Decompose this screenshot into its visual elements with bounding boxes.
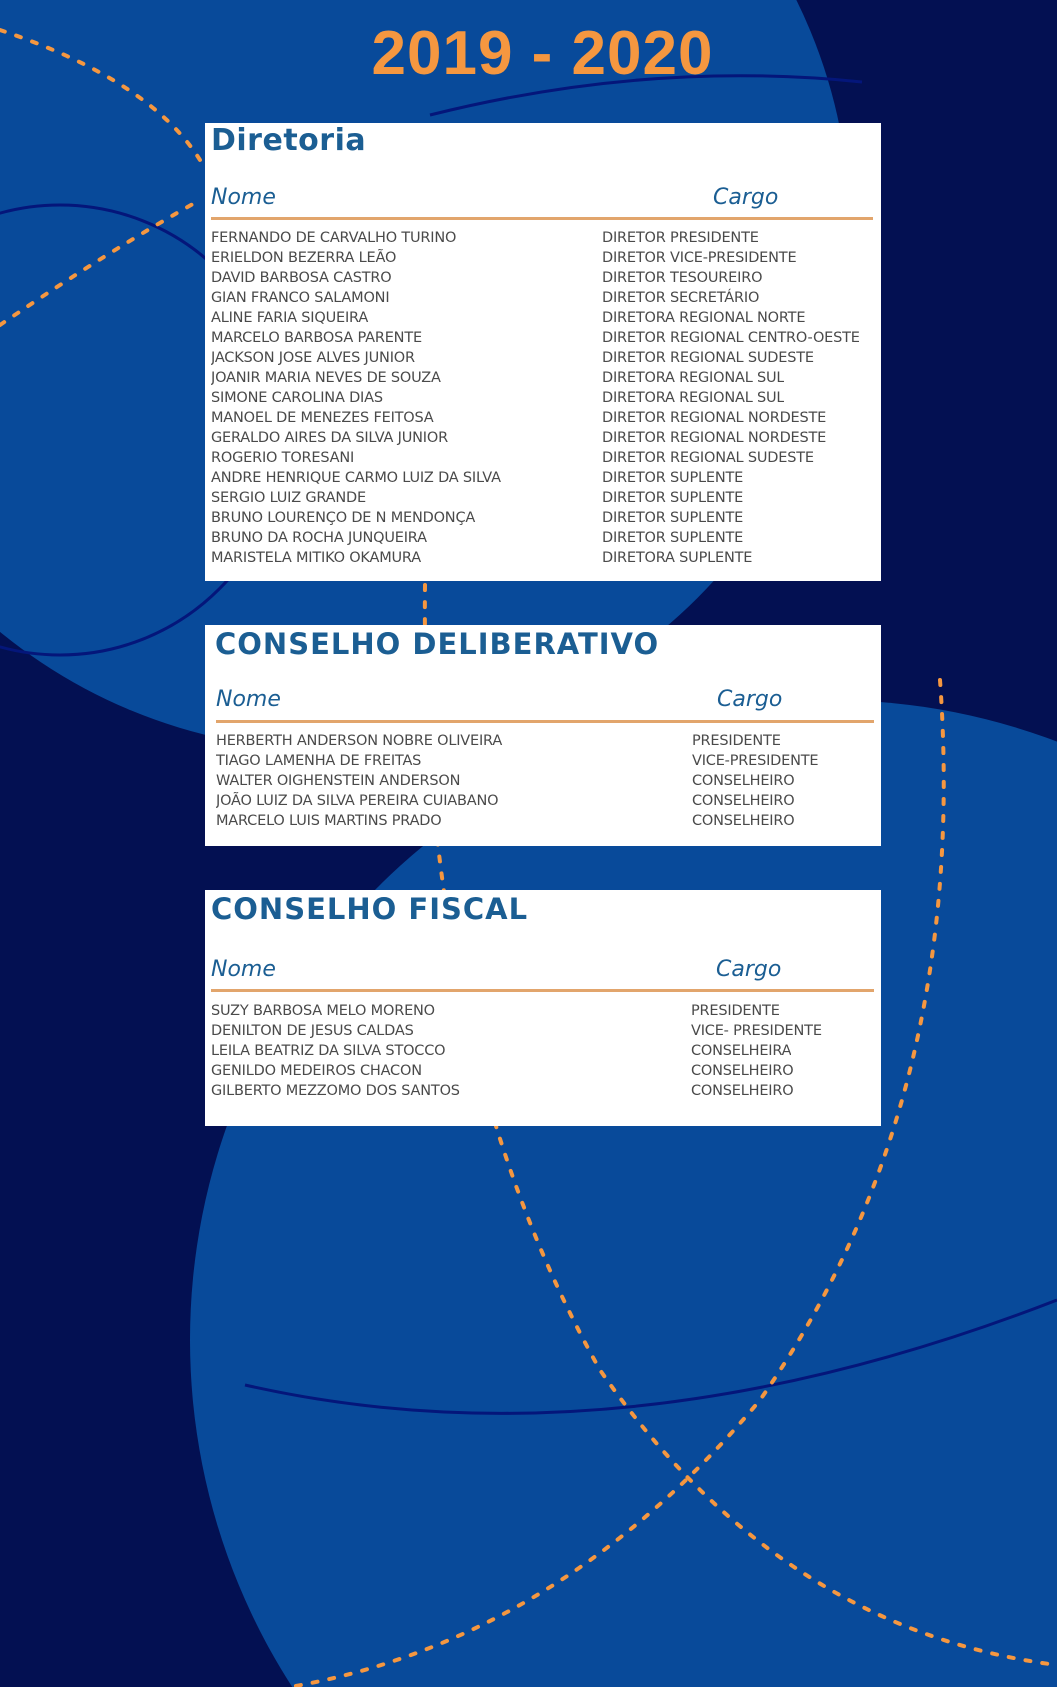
member-name: SIMONE CAROLINA DIAS (211, 390, 383, 406)
member-role: DIRETOR REGIONAL CENTRO-OESTE (602, 330, 860, 346)
member-name: GENILDO MEDEIROS CHACON (211, 1063, 422, 1079)
column-header-cargo: Cargo (717, 687, 783, 712)
member-role: DIRETOR SUPLENTE (602, 510, 744, 526)
header-divider (211, 217, 873, 220)
table-row (211, 228, 881, 248)
member-name: MARISTELA MITIKO OKAMURA (211, 550, 421, 566)
member-role: DIRETOR SUPLENTE (602, 490, 744, 506)
member-role: DIRETOR SUPLENTE (602, 470, 744, 486)
table-row (211, 348, 881, 368)
column-header-nome: Nome (216, 687, 281, 712)
table-row (211, 1041, 881, 1061)
member-name: GERALDO AIRES DA SILVA JUNIOR (211, 430, 448, 446)
member-role: DIRETORA SUPLENTE (602, 550, 753, 566)
table-row (211, 1021, 881, 1041)
table-row (211, 268, 881, 288)
member-role: DIRETOR TESOUREIRO (602, 270, 763, 286)
table-row (216, 771, 881, 791)
conselho-deliberativo-rows (216, 731, 881, 831)
diretoria-rows (211, 228, 881, 568)
member-role: DIRETORA REGIONAL SUL (602, 390, 785, 406)
member-name: TIAGO LAMENHA DE FREITAS (216, 753, 422, 769)
table-row (211, 288, 881, 308)
member-name: ALINE FARIA SIQUEIRA (211, 310, 369, 326)
member-role: VICE-PRESIDENTE (692, 753, 819, 769)
member-name: JACKSON JOSE ALVES JUNIOR (211, 350, 415, 366)
table-row (211, 1081, 881, 1101)
conselho-fiscal-card (205, 890, 881, 1126)
table-row (211, 468, 881, 488)
table-row (211, 508, 881, 528)
year-title: 2019 - 2020 (371, 19, 714, 88)
diretoria-title: Diretoria (211, 123, 367, 158)
table-row (211, 308, 881, 328)
table-row (216, 751, 881, 771)
member-role: DIRETOR REGIONAL NORDESTE (602, 410, 827, 426)
table-row (216, 791, 881, 811)
member-name: WALTER OIGHENSTEIN ANDERSON (216, 773, 461, 789)
member-role: DIRETOR REGIONAL NORDESTE (602, 430, 827, 446)
table-row (211, 528, 881, 548)
table-row (211, 488, 881, 508)
table-row (211, 408, 881, 428)
member-name: HERBERTH ANDERSON NOBRE OLIVEIRA (216, 733, 503, 749)
member-role: PRESIDENTE (692, 733, 781, 749)
member-role: DIRETOR REGIONAL SUDESTE (602, 350, 814, 366)
member-role: DIRETOR VICE-PRESIDENTE (602, 250, 797, 266)
table-row (211, 428, 881, 448)
member-name: JOÃO LUIZ DA SILVA PEREIRA CUIABANO (216, 793, 499, 809)
member-role: CONSELHEIRO (692, 773, 795, 789)
member-name: GILBERTO MEZZOMO DOS SANTOS (211, 1083, 460, 1099)
member-role: PRESIDENTE (691, 1003, 780, 1019)
member-name: DAVID BARBOSA CASTRO (211, 270, 392, 286)
member-role: VICE- PRESIDENTE (691, 1023, 822, 1039)
member-name: MARCELO LUIS MARTINS PRADO (216, 813, 442, 829)
conselho-deliberativo-card (205, 625, 881, 846)
member-name: FERNANDO DE CARVALHO TURINO (211, 230, 457, 246)
table-row (216, 731, 881, 751)
conselho-fiscal-title: CONSELHO FISCAL (211, 892, 529, 926)
table-row (211, 548, 881, 568)
column-header-cargo: Cargo (716, 957, 782, 982)
member-name: ERIELDON BEZERRA LEÃO (211, 250, 397, 266)
member-name: DENILTON DE JESUS CALDAS (211, 1023, 414, 1039)
member-role: CONSELHEIRO (692, 813, 795, 829)
member-name: GIAN FRANCO SALAMONI (211, 290, 390, 306)
member-name: LEILA BEATRIZ DA SILVA STOCCO (211, 1043, 446, 1059)
diretoria-card (205, 123, 881, 581)
member-role: DIRETORA REGIONAL NORTE (602, 310, 806, 326)
conselho-fiscal-rows (211, 1001, 881, 1101)
member-role: DIRETOR PRESIDENTE (602, 230, 759, 246)
table-row (216, 811, 881, 831)
column-header-cargo: Cargo (713, 185, 779, 210)
table-row (211, 1001, 881, 1021)
member-name: MARCELO BARBOSA PARENTE (211, 330, 422, 346)
member-role: DIRETOR REGIONAL SUDESTE (602, 450, 814, 466)
member-name: ANDRE HENRIQUE CARMO LUIZ DA SILVA (211, 470, 501, 486)
table-row (211, 1061, 881, 1081)
member-role: CONSELHEIRA (691, 1043, 792, 1059)
member-name: ROGERIO TORESANI (211, 450, 355, 466)
conselho-deliberativo-title: CONSELHO DELIBERATIVO (215, 627, 660, 661)
column-header-nome: Nome (211, 957, 276, 982)
member-role: DIRETOR SECRETÁRIO (602, 290, 760, 306)
column-header-nome: Nome (211, 185, 276, 210)
member-role: CONSELHEIRO (692, 793, 795, 809)
header-divider (216, 720, 874, 723)
member-role: DIRETOR SUPLENTE (602, 530, 744, 546)
member-role: CONSELHEIRO (691, 1083, 794, 1099)
table-row (211, 328, 881, 348)
table-row (211, 388, 881, 408)
member-role: CONSELHEIRO (691, 1063, 794, 1079)
table-row (211, 248, 881, 268)
member-role: DIRETORA REGIONAL SUL (602, 370, 785, 386)
table-row (211, 448, 881, 468)
member-name: JOANIR MARIA NEVES DE SOUZA (211, 370, 441, 386)
member-name: BRUNO DA ROCHA JUNQUEIRA (211, 530, 427, 546)
member-name: SERGIO LUIZ GRANDE (211, 490, 366, 506)
member-name: BRUNO LOURENÇO DE N MENDONÇA (211, 510, 476, 526)
member-name: MANOEL DE MENEZES FEITOSA (211, 410, 434, 426)
member-name: SUZY BARBOSA MELO MORENO (211, 1003, 435, 1019)
table-row (211, 368, 881, 388)
header-divider (211, 989, 874, 992)
